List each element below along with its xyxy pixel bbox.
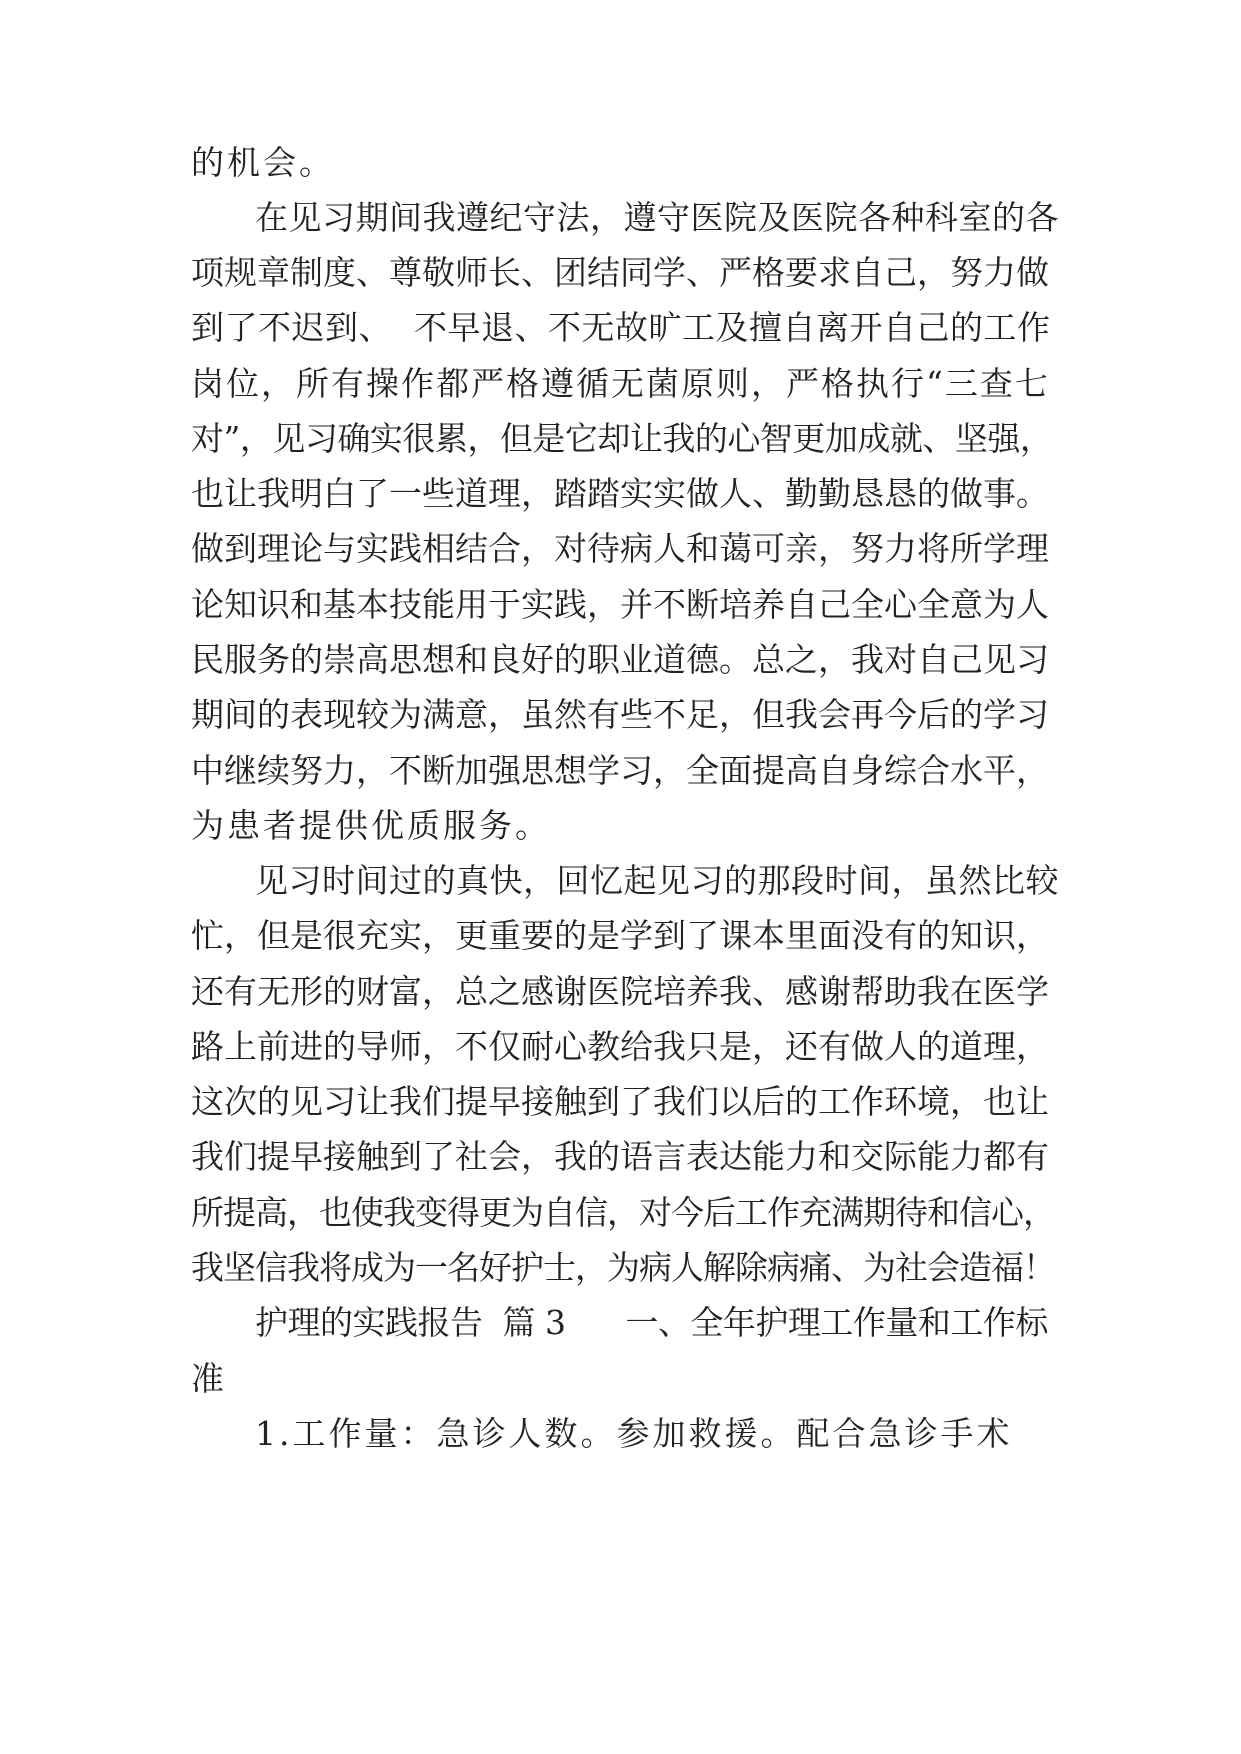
text-line: 路上前进的导师，不仅耐心教给我只是，还有做人的道理， bbox=[191, 1027, 1049, 1066]
text-line: 做到理论与实践相结合，对待病人和蔼可亲，努力将所学理 bbox=[191, 529, 1049, 568]
text-line: 中继续努力，不断加强思想学习，全面提高自身综合水平， bbox=[191, 751, 1049, 790]
list-item: 1.工作量：急诊人数。参加救援。配合急诊手术 bbox=[255, 1414, 1013, 1453]
text-line: 期间的表现较为满意，虽然有些不足，但我会再今后的学习 bbox=[191, 695, 1049, 734]
text-line: 也让我明白了一些道理，踏踏实实做人、勤勤恳恳的做事。 bbox=[191, 474, 1049, 513]
text-line: 项规章制度、尊敬师长、团结同学、严格要求自己，努力做 bbox=[191, 253, 1049, 292]
text-line: 到了不迟到、 不早退、不无故旷工及擅自离开自己的工作 bbox=[191, 308, 1051, 347]
text-line: 忙，但是很充实，更重要的是学到了课本里面没有的知识， bbox=[191, 916, 1049, 955]
paragraph-start: 在见习期间我遵纪守法，遵守医院及医院各种科室的各 bbox=[255, 198, 1059, 237]
text-line: 我们提早接触到了社会，我的语言表达能力和交际能力都有 bbox=[191, 1137, 1049, 1176]
text-line: 所提高，也使我变得更为自信，对今后工作充满期待和信心， bbox=[191, 1193, 1055, 1232]
text-line: 岗位，所有操作都严格遵循无菌原则，严格执行“三查七 bbox=[191, 364, 1050, 403]
text-line: 为患者提供优质服务。 bbox=[191, 806, 551, 845]
paragraph-start: 见习时间过的真快，回忆起见习的那段时间，虽然比较 bbox=[255, 861, 1059, 900]
text-line: 这次的见习让我们提早接触到了我们以后的工作环境，也让 bbox=[191, 1082, 1049, 1121]
text-line: 论知识和基本技能用于实践，并不断培养自己全心全意为人 bbox=[191, 585, 1049, 624]
text-line: 对”，见习确实很累，但是它却让我的心智更加成就、坚强， bbox=[191, 419, 1053, 458]
text-line: 的机会。 bbox=[191, 143, 335, 182]
text-line: 民服务的崇高思想和良好的职业道德。总之，我对自己见习 bbox=[191, 640, 1049, 679]
text-line: 我坚信我将成为一名好护士，为病人解除病痛、为社会造福！ bbox=[191, 1248, 1055, 1287]
text-line: 准 bbox=[191, 1359, 227, 1398]
text-line: 还有无形的财富，总之感谢医院培养我、感谢帮助我在医学 bbox=[191, 972, 1049, 1011]
section-heading: 护理的实践报告 篇 3 一、全年护理工作量和工作标 bbox=[255, 1303, 1048, 1342]
